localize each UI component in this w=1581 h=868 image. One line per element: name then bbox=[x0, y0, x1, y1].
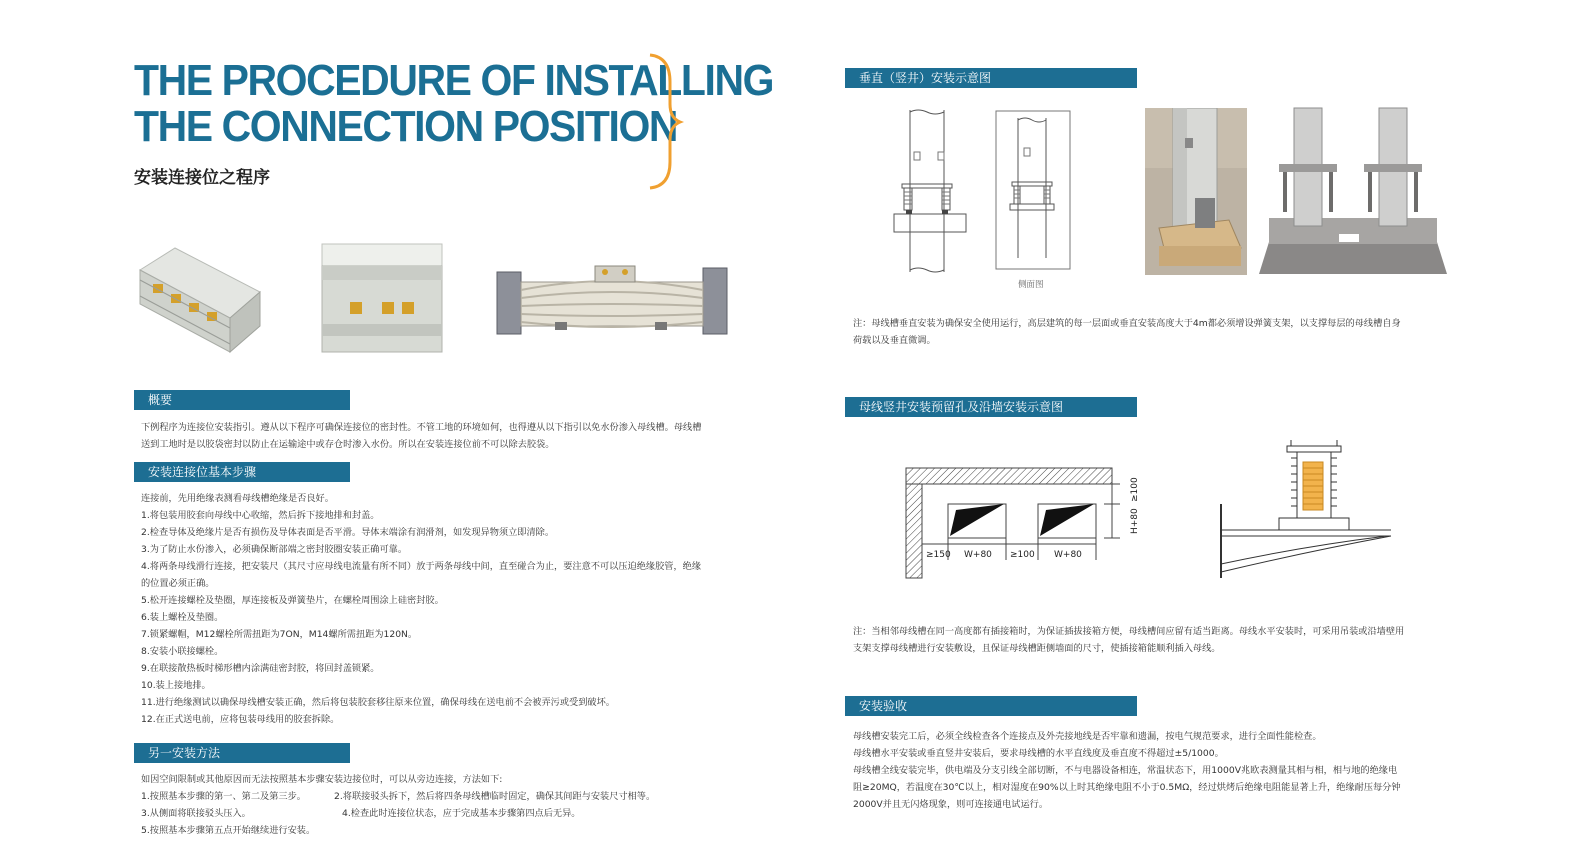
dim-w80-a: W+80 bbox=[964, 550, 992, 560]
busway-joint-photo-2 bbox=[320, 240, 445, 355]
acceptance-line: 母线槽全线安装完毕，供电端及分支引线全部切断，不与电器设备相连，常温状态下，用1000V兆欧表测量其相与相，相与地的绝缘电 bbox=[853, 765, 1398, 776]
shaft-note-line-1: 注：当相邻母线槽在同一高度都有插接箱时，为保证插拔接箱方便，母线槽间应留有适当距离。母线水平安装时，可采用吊装或沿墙壁用 bbox=[853, 626, 1405, 637]
shaft-note bbox=[853, 623, 1404, 657]
alt-step-5: 5.按照基本步骤第五点开始继续进行安装。 bbox=[141, 825, 316, 836]
dim-h80: H+80 bbox=[1130, 508, 1140, 534]
overview-text bbox=[141, 419, 701, 453]
alt-method-row-2 bbox=[141, 805, 581, 822]
acceptance-text bbox=[853, 728, 1401, 813]
basic-step-line: 11.进行绝缘测试以确保母线槽安装正确，然后将包装胶套移往原来位置，确保母线在送电前不会被弄污或受到破坏。 bbox=[141, 697, 615, 708]
dim-w80-b: W+80 bbox=[1054, 550, 1082, 560]
vertical-note-line-2: 荷载以及垂直微调。 bbox=[853, 335, 936, 346]
acceptance-line: 阻≥20MQ，若温度在30℃以上，相对湿度在90%以上时其绝缘电阻不小于0.5MΩ，经过烘烤后绝缘电阻能显著上升，绝缘耐压每分钟 bbox=[853, 782, 1401, 793]
basic-step-line: 连接前，先用绝缘表测看母线槽绝缘是否良好。 bbox=[141, 493, 334, 504]
vertical-side-drawing bbox=[994, 108, 1074, 273]
vertical-note-line-1: 注：母线槽垂直安装为确保安全使用运行，高层建筑的每一层面或垂直安装高度大于4m都必须增设弹簧支架，以支撑每层的母线槽自身 bbox=[853, 318, 1401, 329]
vertical-note bbox=[853, 315, 1401, 349]
basic-steps-list bbox=[141, 490, 701, 728]
acceptance-line: 母线槽安装完工后，必须全线检查各个连接点及外壳接地线是否牢靠和遗漏，按电气规范要求，进行全面性能检查。 bbox=[853, 731, 1322, 742]
dim-100: ≥100 bbox=[1010, 550, 1035, 560]
shaft-opening-drawing bbox=[900, 460, 1150, 585]
basic-step-line: 2.检查导体及绝缘片是否有损伤及导体表面是否平滑。导体末端涂有润滑剂，如发现异物须立即清除。 bbox=[141, 527, 555, 538]
alt-step-3: 3.从侧面将联接驳头压入。 bbox=[141, 808, 251, 819]
basic-step-line: 1.将包装用胶套向母线中心收缩，然后拆下接地排和封盖。 bbox=[141, 510, 380, 521]
title-english-line-2: THE CONNECTION POSITION bbox=[134, 102, 678, 151]
alt-method-list bbox=[141, 771, 656, 839]
basic-step-line: 7.锁紧螺帽，M12螺栓所需扭距为7ON，M14螺所需扭距为120N。 bbox=[141, 629, 418, 640]
basic-step-line: 12.在正式送电前，应将包装母线用的胶套拆除。 bbox=[141, 714, 340, 725]
overview-line-2: 送到工地时是以胶袋密封以防止在运输途中或存仓时渗入水份。所以在安装连接位前不可以除去胶袋。 bbox=[141, 439, 555, 450]
vertical-install-photo-1 bbox=[1145, 108, 1247, 275]
busway-joint-photo-1 bbox=[135, 240, 265, 360]
shaft-install-heading: 母线竖井安装预留孔及沿墙安装示意图 bbox=[845, 397, 1137, 417]
basic-step-line: 4.将两条母线滑行连接，把安装尺（其尺寸应母线电流量有所不同）放于两条母线中间，直至碰合为止，要注意不可以压迫绝缘胶管，绝缘 bbox=[141, 561, 702, 572]
basic-step-line: 的位置必须正确。 bbox=[141, 578, 215, 589]
vertical-install-heading: 垂直（竖井）安装示意图 bbox=[845, 68, 1137, 88]
busway-joint-photo-3 bbox=[495, 262, 730, 342]
acceptance-heading: 安装验收 bbox=[845, 696, 1137, 716]
overview-line-1: 下例程序为连接位安装指引。遵从以下程序可确保连接位的密封性。不管工地的环境如何，也得遵从以下指引以免水份渗入母线槽。母线槽 bbox=[141, 422, 702, 433]
acceptance-line: 母线槽水平安装或垂直竖井安装后，要求母线槽的水平直线度及垂直度不得超过±5/1000。 bbox=[853, 748, 1224, 759]
overview-heading: 概要 bbox=[134, 390, 350, 410]
curly-brace-icon bbox=[640, 52, 690, 192]
basic-step-line: 10.装上接地排。 bbox=[141, 680, 211, 691]
basic-step-line: 5.松开连接螺栓及垫圈，厚连接板及弹簧垫片，在螺栓周围涂上硅密封胶。 bbox=[141, 595, 444, 606]
alt-method-intro: 如因空间限制或其他原因而无法按照基本步骤安装边接位时，可以从旁边连接，方法如下: bbox=[141, 774, 503, 785]
basic-step-line: 6.装上螺栓及垫圈。 bbox=[141, 612, 224, 623]
basic-step-line: 8.安装小联接螺栓。 bbox=[141, 646, 224, 657]
dim-100-vertical: ≥100 bbox=[1130, 477, 1140, 502]
basic-steps-heading: 安装连接位基本步骤 bbox=[134, 462, 350, 482]
alt-method-heading: 另一安装方法 bbox=[134, 743, 350, 763]
alt-step-1: 1.按照基本步骤的第一、第二及第三步。 bbox=[141, 791, 306, 802]
basic-step-line: 3.为了防止水份渗入，必须确保断部端之密封胶圈安装正确可靠。 bbox=[141, 544, 408, 555]
shaft-note-line-2: 支架支撑母线槽进行安装敷设，且保证母线槽距侧墙面的尺寸，使插接箱能顺利插入母线。 bbox=[853, 643, 1221, 654]
vertical-front-drawing bbox=[888, 108, 973, 276]
alt-step-4: 4.检查此时连接位状态，应于完成基本步骤第四点后无异。 bbox=[342, 808, 581, 819]
vertical-install-photo-2 bbox=[1259, 106, 1447, 274]
dim-150: ≥150 bbox=[926, 550, 951, 560]
alt-method-row-1 bbox=[141, 788, 656, 805]
wall-bracket-drawing bbox=[1215, 438, 1393, 584]
side-view-label: 侧面图 bbox=[1018, 280, 1044, 290]
title-english-line-1: THE PROCEDURE OF INSTALLING bbox=[134, 56, 774, 105]
title-chinese: 安装连接位之程序 bbox=[134, 168, 270, 188]
alt-step-2: 2.将联接驳头拆下，然后将四条母线槽临时固定，确保其间距与安装尺寸相等。 bbox=[334, 791, 656, 802]
basic-step-line: 9.在联接散热板时梯形槽内涂满硅密封胶，将回封盖锁紧。 bbox=[141, 663, 380, 674]
acceptance-line: 2000V并且无闪烙现象，则可连接通电试运行。 bbox=[853, 799, 1049, 810]
